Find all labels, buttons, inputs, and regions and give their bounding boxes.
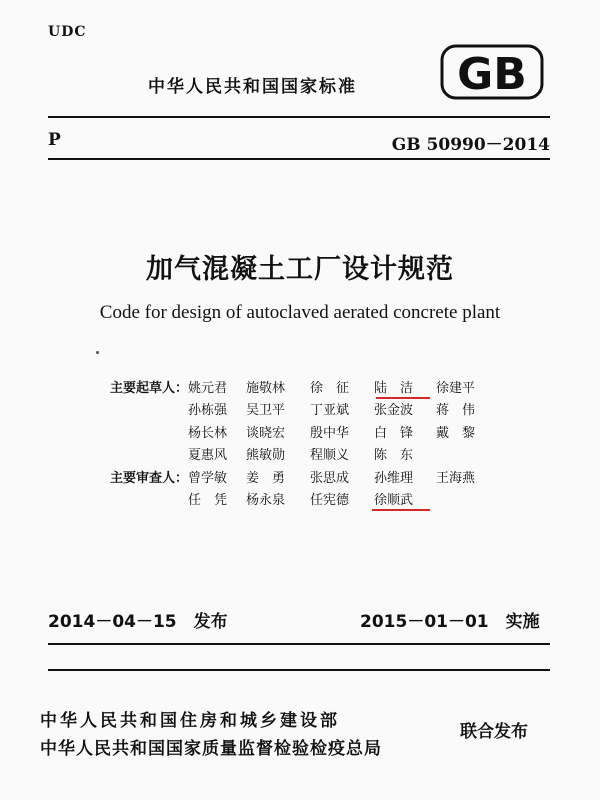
- issuer-line-2: 中华人民共和国国家质量监督检验检疫总局: [40, 739, 382, 759]
- person-name: 熊敏勋: [246, 448, 286, 464]
- gb-logo: [440, 44, 544, 100]
- person-name: 施敬林: [246, 380, 286, 396]
- category-code: P: [48, 130, 61, 150]
- person-name: 张金波: [374, 403, 414, 419]
- reviewers-row: [104, 465, 500, 488]
- speck: [96, 351, 99, 354]
- drafters-row: [104, 443, 500, 466]
- red-underline: [372, 509, 430, 511]
- reviewers-label: 主要审查人：: [109, 470, 188, 486]
- person-name: 张思成: [310, 470, 350, 486]
- person-name: 谈晓宏: [246, 425, 286, 441]
- person-name: 徐顺武: [374, 493, 414, 509]
- title-english: Code for design of autoclaved aerated concrete plant: [99, 302, 501, 323]
- person-name: 程顺义: [310, 448, 350, 464]
- drafters-row: [104, 420, 500, 443]
- gb-logo-text: GB: [457, 49, 527, 100]
- person-name: 王海燕: [436, 470, 476, 486]
- person-name: 戴 黎: [436, 425, 476, 441]
- drafters-label: 主要起草人：: [109, 380, 188, 396]
- person-name: 徐 征: [310, 380, 350, 396]
- issuer-line-1: 中华人民共和国住房和城乡建设部: [40, 711, 340, 731]
- header-rule-bottom: [48, 158, 550, 160]
- personnel-list: [104, 375, 500, 510]
- person-name: 陈 东: [374, 448, 414, 464]
- person-name: 白 锋: [374, 425, 414, 441]
- person-name: 丁亚斌: [310, 403, 350, 419]
- footer-rule-top: [48, 643, 550, 645]
- person-name: 姜 勇: [246, 470, 286, 486]
- person-name: 杨长林: [188, 425, 228, 441]
- person-name: 任 凭: [188, 493, 228, 509]
- joint-issue: 联合发布: [460, 722, 528, 742]
- person-name: 蒋 伟: [436, 403, 476, 419]
- header-rule-top: [48, 116, 550, 118]
- issue-date: 2014－04－15 发布: [48, 612, 228, 632]
- title-chinese: 加气混凝土工厂设计规范: [146, 254, 454, 285]
- drafters-row: [104, 398, 500, 421]
- standard-type: 中华人民共和国国家标准: [148, 77, 357, 97]
- person-name: 任宪德: [310, 493, 350, 509]
- implement-date: 2015－01－01 实施: [360, 612, 540, 632]
- reviewers-row: [104, 488, 500, 511]
- udc-label: UDC: [48, 24, 87, 40]
- person-name: 姚元君: [188, 380, 228, 396]
- person-name: 陆 洁: [374, 380, 414, 396]
- standard-code: GB 50990－2014: [391, 135, 550, 155]
- person-name: 孙维理: [374, 470, 414, 486]
- footer-rule-bottom: [48, 669, 550, 671]
- person-name: 杨永泉: [246, 493, 286, 509]
- person-name: 夏惠风: [188, 448, 228, 464]
- person-name: 殷中华: [310, 425, 350, 441]
- person-name: 徐建平: [436, 380, 476, 396]
- person-name: 孙栋强: [188, 403, 228, 419]
- person-name: 吴卫平: [246, 403, 286, 419]
- drafters-row: [104, 375, 500, 398]
- person-name: 曾学敏: [188, 470, 228, 486]
